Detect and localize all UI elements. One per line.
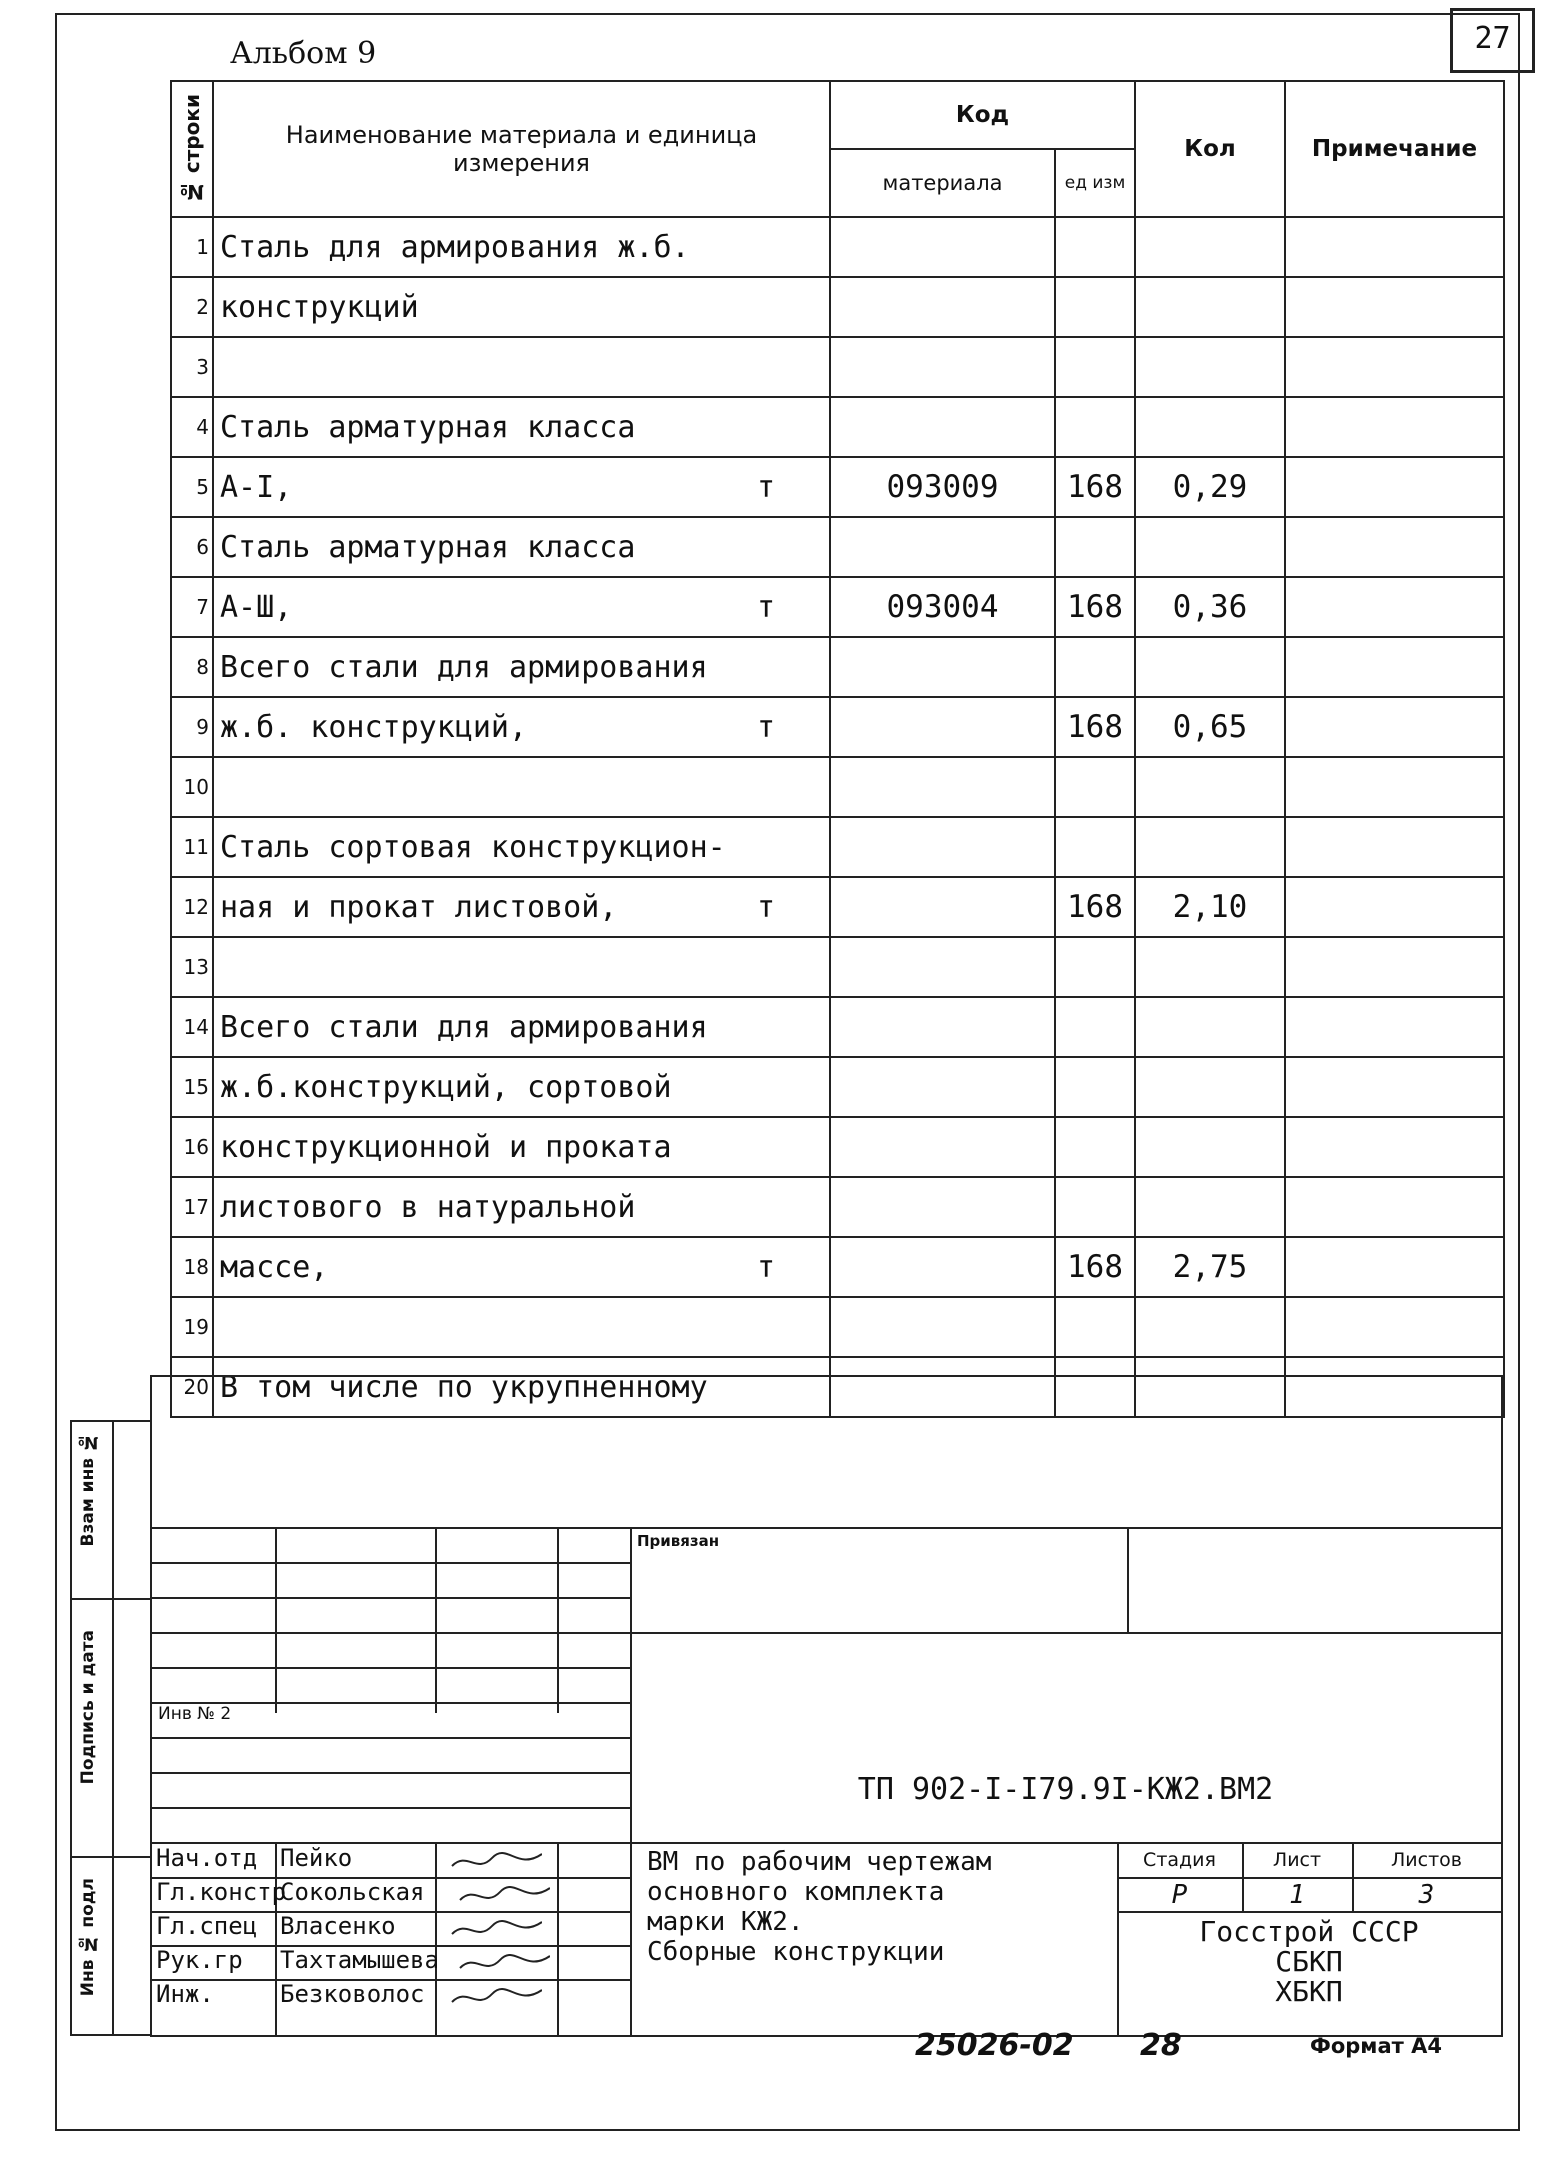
table-row [171, 1237, 1504, 1297]
material-code: 093009 [886, 469, 999, 505]
quantity-cell [1135, 997, 1285, 1057]
signature-icon [447, 1914, 542, 1944]
note-cell [1285, 697, 1504, 757]
quantity-cell [1135, 337, 1285, 397]
signature-icon [447, 1982, 542, 2012]
material-code-cell [830, 457, 1055, 517]
row-number-cell [171, 337, 213, 397]
row-number-cell [171, 877, 213, 937]
quantity: 0,65 [1172, 709, 1248, 745]
header-qty: Кол [1135, 81, 1285, 217]
row-number-cell [171, 1057, 213, 1117]
quantity-cell [1135, 817, 1285, 877]
note-cell [1285, 937, 1504, 997]
header-row-no: № строки [171, 81, 213, 217]
material-name-cell [213, 937, 830, 997]
unit-code-cell [1055, 1297, 1135, 1357]
page-number: 27 [1450, 8, 1535, 73]
material-code-cell [830, 1237, 1055, 1297]
material-name-cell [213, 757, 830, 817]
material-name-cell [213, 697, 830, 757]
row-number: 2 [196, 295, 209, 319]
signature-icon [455, 1948, 550, 1978]
signatory-name: Пейко [280, 1844, 353, 1872]
side-box-sign-date [70, 1598, 152, 1858]
material-code-cell [830, 637, 1055, 697]
header-code-unit: ед изм [1055, 149, 1135, 217]
unit-code-cell [1055, 877, 1135, 937]
material-code-cell [830, 697, 1055, 757]
quantity-cell [1135, 397, 1285, 457]
material-code-cell [830, 517, 1055, 577]
material-name-cell [213, 1297, 830, 1357]
organization: Госстрой СССР СБКП ХБКП [1199, 1915, 1419, 2008]
note-cell [1285, 1297, 1504, 1357]
sheets-label: Листов [1391, 1849, 1462, 1871]
material-name-cell [213, 397, 830, 457]
row-number-cell [171, 1297, 213, 1357]
row-number: 17 [183, 1195, 209, 1219]
note-cell [1285, 517, 1504, 577]
header-code-material: материала [830, 149, 1055, 217]
table-row [171, 1117, 1504, 1177]
material-code-cell [830, 577, 1055, 637]
row-number: 18 [183, 1255, 209, 1279]
row-number-cell [171, 997, 213, 1057]
unit-code-cell [1055, 1057, 1135, 1117]
material-name-cell [213, 637, 830, 697]
material-code-cell [830, 757, 1055, 817]
signatory-role: Гл.спец [156, 1912, 258, 1940]
signatory-role: Нач.отд [156, 1844, 258, 1872]
note-cell [1285, 277, 1504, 337]
header-name: Наименование материала и единица измерения [213, 81, 830, 217]
material-name-cell [213, 997, 830, 1057]
material-name: листового в натуральной [220, 1189, 636, 1225]
unit-code-cell [1055, 337, 1135, 397]
unit-mark: т [756, 709, 775, 745]
quantity: 2,10 [1172, 889, 1248, 925]
quantity-cell [1135, 1117, 1285, 1177]
unit-code-cell [1055, 1237, 1135, 1297]
table-row [171, 817, 1504, 877]
header-note: Примечание [1285, 81, 1504, 217]
material-name: конструкций [220, 289, 419, 325]
signatory-name: Сокольская [280, 1878, 425, 1906]
stage-label: Стадия [1143, 1849, 1216, 1871]
signatory-role: Гл.констр [156, 1878, 287, 1906]
material-name-cell [213, 1177, 830, 1237]
note-cell [1285, 1057, 1504, 1117]
row-number: 7 [196, 595, 209, 619]
table-row [171, 577, 1504, 637]
row-number-cell [171, 697, 213, 757]
table-row [171, 637, 1504, 697]
sheet-value: 1 [1289, 1880, 1305, 1910]
row-number-cell [171, 937, 213, 997]
note-cell [1285, 637, 1504, 697]
note-cell [1285, 397, 1504, 457]
row-number: 19 [183, 1315, 209, 1339]
unit-code-cell [1055, 637, 1135, 697]
material-name: В том числе по укрупненному [220, 1369, 708, 1405]
note-cell [1285, 1177, 1504, 1237]
unit-code-cell [1055, 757, 1135, 817]
table-row [171, 457, 1504, 517]
unit-code-cell [1055, 217, 1135, 277]
inv-no-label: Инв № 2 [158, 1704, 232, 1724]
side-box-inv-podl [70, 1856, 152, 2036]
row-number: 9 [196, 715, 209, 739]
material-code: 093004 [886, 589, 999, 625]
quantity-cell [1135, 517, 1285, 577]
material-name-cell [213, 1237, 830, 1297]
unit-code-cell [1055, 277, 1135, 337]
unit-code-cell [1055, 817, 1135, 877]
unit-mark: т [756, 1249, 775, 1285]
row-number: 12 [183, 895, 209, 919]
material-name-cell [213, 277, 830, 337]
signatory-name: Безковолос [280, 1980, 425, 2008]
note-cell [1285, 577, 1504, 637]
table-row [171, 1177, 1504, 1237]
row-number-cell [171, 1177, 213, 1237]
row-number: 10 [183, 775, 209, 799]
note-cell [1285, 997, 1504, 1057]
row-number-cell [171, 757, 213, 817]
unit-code-cell [1055, 697, 1135, 757]
side-label-inv-vzam: Взам инв № [78, 1432, 98, 1547]
material-code-cell [830, 817, 1055, 877]
material-code-cell [830, 877, 1055, 937]
row-number-cell [171, 1237, 213, 1297]
material-code-cell [830, 1117, 1055, 1177]
material-name-cell [213, 217, 830, 277]
unit-mark: т [756, 469, 775, 505]
material-name: А-Ш, [220, 589, 293, 625]
row-number: 14 [183, 1015, 209, 1039]
unit-code-cell [1055, 937, 1135, 997]
unit-code: 168 [1067, 1249, 1123, 1285]
designation: ТП 902-I-I79.9I-КЖ2.ВМ2 [857, 1772, 1274, 1807]
material-name-cell [213, 817, 830, 877]
row-number-cell [171, 457, 213, 517]
material-name-cell [213, 577, 830, 637]
row-number: 11 [183, 835, 209, 859]
side-box-inv-vzam [70, 1420, 152, 1600]
material-code-cell [830, 937, 1055, 997]
unit-code: 168 [1067, 469, 1123, 505]
note-cell [1285, 217, 1504, 277]
stage-value: Р [1171, 1880, 1188, 1910]
table-row [171, 397, 1504, 457]
material-name: Сталь для армирования ж.б. [220, 229, 690, 265]
row-number: 20 [183, 1375, 209, 1399]
material-name: ная и прокат листовой, [220, 889, 618, 925]
material-code-cell [830, 217, 1055, 277]
row-number: 6 [196, 535, 209, 559]
unit-mark: т [756, 889, 775, 925]
note-cell [1285, 1117, 1504, 1177]
quantity-cell [1135, 217, 1285, 277]
unit-code-cell [1055, 1177, 1135, 1237]
row-number: 5 [196, 475, 209, 499]
row-number-cell [171, 517, 213, 577]
unit-code-cell [1055, 397, 1135, 457]
table-row [171, 517, 1504, 577]
material-code-cell [830, 1057, 1055, 1117]
material-code-cell [830, 337, 1055, 397]
quantity-cell [1135, 697, 1285, 757]
signature-icon [447, 1846, 542, 1876]
row-number-cell [171, 397, 213, 457]
unit-code-cell [1055, 997, 1135, 1057]
signatory-role: Рук.гр [156, 1946, 243, 1974]
sheet-label: Лист [1272, 1849, 1322, 1871]
privyazan-label: Привязан [637, 1532, 720, 1550]
material-code-cell [830, 1297, 1055, 1357]
material-name: ж.б. конструкций, [220, 709, 528, 745]
footer-page: 28 [1140, 2028, 1182, 2063]
material-code-cell [830, 277, 1055, 337]
material-name-cell [213, 337, 830, 397]
unit-code-cell [1055, 577, 1135, 637]
document-title: ВМ по рабочим чертежам основного комплекта марки КЖ2. Сборные конструкции [647, 1847, 992, 1967]
signature-icon [455, 1880, 550, 1910]
row-number-cell [171, 577, 213, 637]
material-name: массе, [220, 1249, 329, 1285]
row-number-cell [171, 217, 213, 277]
note-cell [1285, 1237, 1504, 1297]
material-name: ж.б.конструкций, сортовой [220, 1069, 672, 1105]
row-number: 1 [196, 235, 209, 259]
quantity-cell [1135, 1177, 1285, 1237]
note-cell [1285, 457, 1504, 517]
quantity-cell [1135, 937, 1285, 997]
quantity: 0,36 [1172, 589, 1248, 625]
row-number-cell [171, 1117, 213, 1177]
album-label: Альбом 9 [230, 36, 377, 71]
material-name-cell [213, 457, 830, 517]
note-cell [1285, 877, 1504, 937]
unit-mark: т [756, 589, 775, 625]
row-number-cell [171, 817, 213, 877]
unit-code: 168 [1067, 709, 1123, 745]
note-cell [1285, 757, 1504, 817]
quantity-cell [1135, 757, 1285, 817]
unit-code-cell [1055, 517, 1135, 577]
quantity-cell [1135, 877, 1285, 937]
signatory-name: Тахтамышева [280, 1946, 439, 1974]
material-code-cell [830, 397, 1055, 457]
material-name: Всего стали для армирования [220, 1009, 708, 1045]
unit-code: 168 [1067, 589, 1123, 625]
row-number: 13 [183, 955, 209, 979]
material-name: А-I, [220, 469, 293, 505]
quantity-cell [1135, 457, 1285, 517]
material-name-cell [213, 1057, 830, 1117]
table-row [171, 1297, 1504, 1357]
sheets-value: 3 [1418, 1880, 1435, 1910]
material-name: Сталь арматурная класса [220, 409, 636, 445]
unit-code-cell [1055, 1117, 1135, 1177]
row-number: 4 [196, 415, 209, 439]
quantity: 2,75 [1172, 1249, 1248, 1285]
row-number-cell [171, 277, 213, 337]
table-row [171, 997, 1504, 1057]
material-name: Сталь арматурная класса [220, 529, 636, 565]
table-row [171, 217, 1504, 277]
material-name-cell [213, 517, 830, 577]
row-number-cell [171, 637, 213, 697]
table-row [171, 937, 1504, 997]
unit-code: 168 [1067, 889, 1123, 925]
quantity-cell [1135, 1057, 1285, 1117]
table-row [171, 277, 1504, 337]
quantity-cell [1135, 277, 1285, 337]
material-name: Сталь сортовая конструкцион- [220, 829, 726, 865]
row-number: 15 [183, 1075, 209, 1099]
material-name-cell [213, 1117, 830, 1177]
row-number: 3 [196, 355, 209, 379]
header-code: Код [830, 81, 1135, 149]
note-cell [1285, 337, 1504, 397]
quantity-cell [1135, 577, 1285, 637]
footer-doc-number: 25026-02 [915, 2028, 1074, 2063]
title-block [150, 1375, 1503, 2037]
table-row [171, 757, 1504, 817]
material-name: Всего стали для армирования [220, 649, 708, 685]
quantity-cell [1135, 637, 1285, 697]
row-number: 8 [196, 655, 209, 679]
quantity-cell [1135, 1237, 1285, 1297]
material-name-cell [213, 877, 830, 937]
materials-table [170, 80, 1505, 1418]
material-name: конструкционной и проката [220, 1129, 672, 1165]
side-label-inv-podl: Инв № подл [78, 1878, 98, 1997]
signatory-name: Власенко [280, 1912, 396, 1940]
table-row [171, 1057, 1504, 1117]
unit-code-cell [1055, 457, 1135, 517]
signatory-role: Инж. [156, 1980, 214, 2008]
footer-format: Формат А4 [1310, 2034, 1442, 2058]
material-code-cell [830, 997, 1055, 1057]
table-row [171, 337, 1504, 397]
material-code-cell [830, 1177, 1055, 1237]
quantity-cell [1135, 1297, 1285, 1357]
table-row [171, 877, 1504, 937]
table-row [171, 697, 1504, 757]
quantity: 0,29 [1172, 469, 1248, 505]
note-cell [1285, 817, 1504, 877]
row-number: 16 [183, 1135, 209, 1159]
side-label-sign-date: Подпись и дата [78, 1630, 98, 1785]
